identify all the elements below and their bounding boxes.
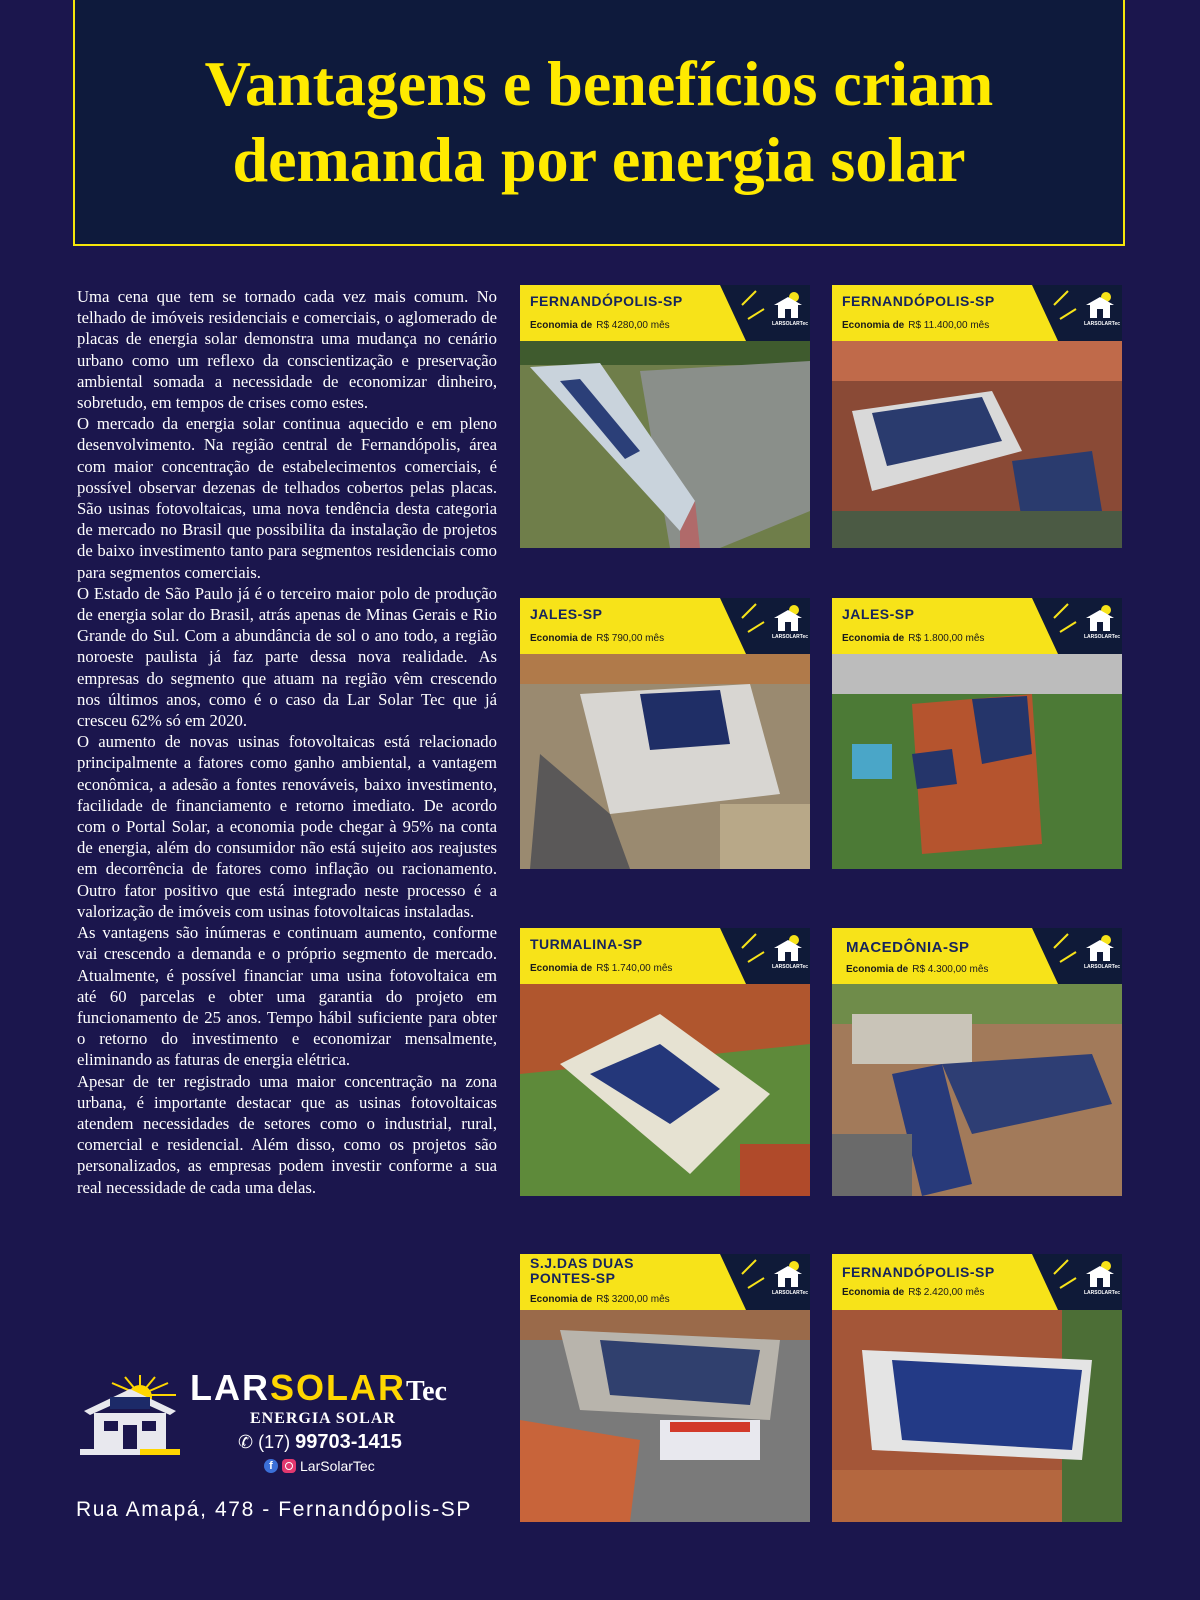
project-card [520, 598, 810, 869]
mini-logo-text: LARSOLARTec [1083, 321, 1121, 327]
economy-value: R$ 4280,00 mês [596, 320, 670, 331]
economy-value: R$ 11.400,00 mês [908, 320, 990, 331]
project-banner [520, 928, 810, 984]
project-city: FERNANDÓPOLIS-SP [842, 293, 995, 309]
mini-house-logo-icon [1082, 291, 1121, 335]
project-card [832, 598, 1122, 869]
mini-house-logo-icon [1082, 1260, 1121, 1304]
mini-logo-text: LARSOLARTec [771, 964, 809, 970]
mini-logo-text: LARSOLARTec [1083, 964, 1121, 970]
project-photo [520, 654, 810, 869]
instagram-icon[interactable] [282, 1459, 296, 1473]
project-economy [842, 320, 989, 331]
phone-prefix: (17) [258, 1432, 291, 1452]
project-city: FERNANDÓPOLIS-SP [530, 293, 683, 309]
economy-label: Economia de [846, 964, 909, 975]
project-photo [832, 341, 1122, 548]
project-photo [832, 654, 1122, 869]
project-economy [530, 963, 672, 974]
mini-logo-text: LARSOLARTec [771, 634, 809, 640]
project-city: TURMALINA-SP [530, 936, 643, 952]
mini-logo-text: LARSOLARTec [771, 321, 809, 327]
economy-value: R$ 3200,00 mês [596, 1294, 670, 1305]
economy-value: R$ 1.740,00 mês [596, 963, 673, 974]
project-economy [530, 633, 664, 644]
economy-label: Economia de [530, 633, 593, 644]
project-card [520, 285, 810, 548]
article-paragraph: O Estado de São Paulo já é o terceiro maior polo de produção de energia solar do Brasil, atrás apenas de Minas Gerais e Rio Grande do Sul. Com a abundância de sol o ano todo, a região noroeste paulista já faz parte dessa nova realidade. As empresas do segmento que atuam na região vêm crescendo nos últimos anos, como é o caso da Lar Solar Tec que já cresceu 62% só em 2020. [77, 583, 497, 731]
company-logo-block [78, 1345, 498, 1480]
project-economy [846, 964, 988, 975]
phone-line [238, 1431, 402, 1454]
project-photo [520, 984, 810, 1196]
mini-logo-text: LARSOLARTec [1083, 634, 1121, 640]
project-photo [520, 1310, 810, 1522]
article-paragraph: O aumento de novas usinas fotovoltaicas está relacionado principalmente a fatores como ganho ambiental, a vantagem econômica, a adesão a fontes renováveis, baixo investimento, facilidade de financiamento e retorno imediato. De acordo com o Portal Solar, a economia pode chegar à 95% na conta de energia, além do consumidor não está sujeito aos reajustes em decorrência de fatores como inflação ou racionamento. Outro fator positivo que está integrado neste processo é a valorização de imóveis com usinas fotovoltaicas instaladas. [77, 732, 497, 921]
headline: Vantagens e benefícios criam demanda por energia solar [204, 48, 994, 195]
project-banner [832, 928, 1122, 984]
house-logo-icon [80, 1375, 180, 1457]
mini-logo-text: LARSOLARTec [1083, 1290, 1121, 1296]
economy-value: R$ 4.300,00 mês [912, 964, 989, 975]
economy-label: Economia de [530, 1294, 593, 1305]
mini-house-logo-icon [770, 604, 809, 648]
mini-house-logo-icon [770, 934, 809, 978]
banner-shape [832, 928, 1122, 984]
wordmark-lar: LAR [190, 1367, 270, 1408]
company-subtitle: ENERGIA SOLAR [250, 1410, 396, 1427]
project-banner [520, 1254, 810, 1310]
economy-value: R$ 1.800,00 mês [908, 633, 985, 644]
headline-box [73, 0, 1125, 246]
project-economy [842, 633, 984, 644]
mini-house-logo-icon [770, 291, 809, 335]
project-card [832, 285, 1122, 548]
facebook-icon[interactable]: f [264, 1459, 278, 1473]
project-banner [832, 285, 1122, 341]
project-photo [832, 984, 1122, 1196]
banner-shape [832, 1254, 1122, 1310]
wordmark-solar: SOLAR [270, 1367, 406, 1408]
project-city: S.J.DAS DUAS PONTES-SP [530, 1255, 635, 1286]
project-card [832, 1254, 1122, 1522]
economy-label: Economia de [842, 633, 905, 644]
project-economy [842, 1287, 984, 1298]
mini-house-logo-icon [1082, 604, 1121, 648]
project-city: MACEDÔNIA-SP [846, 939, 970, 956]
project-banner [832, 1254, 1122, 1310]
project-card [832, 928, 1122, 1196]
project-card [520, 1254, 810, 1522]
project-city: FERNANDÓPOLIS-SP [842, 1264, 995, 1280]
phone-icon: ✆ [238, 1432, 254, 1452]
economy-value: R$ 790,00 mês [596, 633, 665, 644]
mini-house-logo-icon [1082, 934, 1121, 978]
economy-label: Economia de [842, 1287, 905, 1298]
company-wordmark [190, 1367, 447, 1409]
project-banner [520, 285, 810, 341]
article-paragraph: O mercado da energia solar continua aquecido e em pleno desenvolvimento. Na região central de Fernandópolis, área com maior concentração de estabelecimentos comerciais, é possível observar dezenas de telhados cobertos pelas placas. São usinas fotovoltaicas, uma nova tendência desta categoria de mercado no Brasil que possibilita da instalação de projetos de baixo investimento tanto para segmentos residenciais como para segmentos comerciais. [77, 414, 497, 582]
article-body [77, 286, 497, 1198]
article-paragraph: As vantagens são inúmeras e continuam aumento, conforme vai crescendo a demanda e o próprio segmento de mercado. Atualmente, é possível financiar uma usina fotovoltaica em até 60 parcelas e obter uma garantia do projeto em funcionamento de 25 anos. Tempo hábil suficiente para obter o retorno do investimento e economizar mensalmente, eliminando as faturas de energia elétrica. [77, 923, 497, 1070]
economy-value: R$ 2.420,00 mês [908, 1287, 985, 1298]
project-economy [530, 1294, 670, 1305]
wordmark-tec: Tec [406, 1376, 447, 1407]
economy-label: Economia de [530, 320, 593, 331]
mini-logo-text: LARSOLARTec [771, 1290, 809, 1296]
project-photo [520, 341, 810, 548]
project-economy [530, 320, 670, 331]
project-banner [832, 598, 1122, 654]
article-paragraph: Apesar de ter registrado uma maior concentração na zona urbana, é importante destacar que as usinas fotovoltaicas atendem necessidades de setores como o industrial, rural, comercial e residencial. Além disso, como os projetos são personalizados, as empresas podem investir conforme a sua real necessidade de cada uma delas. [77, 1071, 497, 1197]
mini-house-logo-icon [770, 1260, 809, 1304]
company-address: Rua Amapá, 478 - Fernandópolis-SP [76, 1498, 472, 1521]
economy-label: Economia de [842, 320, 905, 331]
social-handle[interactable]: LarSolarTec [300, 1458, 375, 1474]
economy-label: Economia de [530, 963, 593, 974]
social-line [264, 1458, 375, 1474]
project-card [520, 928, 810, 1196]
project-photo [832, 1310, 1122, 1522]
project-city: JALES-SP [842, 606, 915, 622]
phone-number[interactable]: 99703-1415 [295, 1431, 402, 1453]
project-city: JALES-SP [530, 606, 603, 622]
project-banner [520, 598, 810, 654]
article-paragraph: Uma cena que tem se tornado cada vez mais comum. No telhado de imóveis residenciais e comerciais, o aglomerado de placas de energia solar demonstra uma mudança no cenário urbano como um reflexo da conscientização e preservação ambiental somada a necessidade de economizar dinheiro, sobretudo, em tempos de crises como estes. [77, 287, 497, 413]
